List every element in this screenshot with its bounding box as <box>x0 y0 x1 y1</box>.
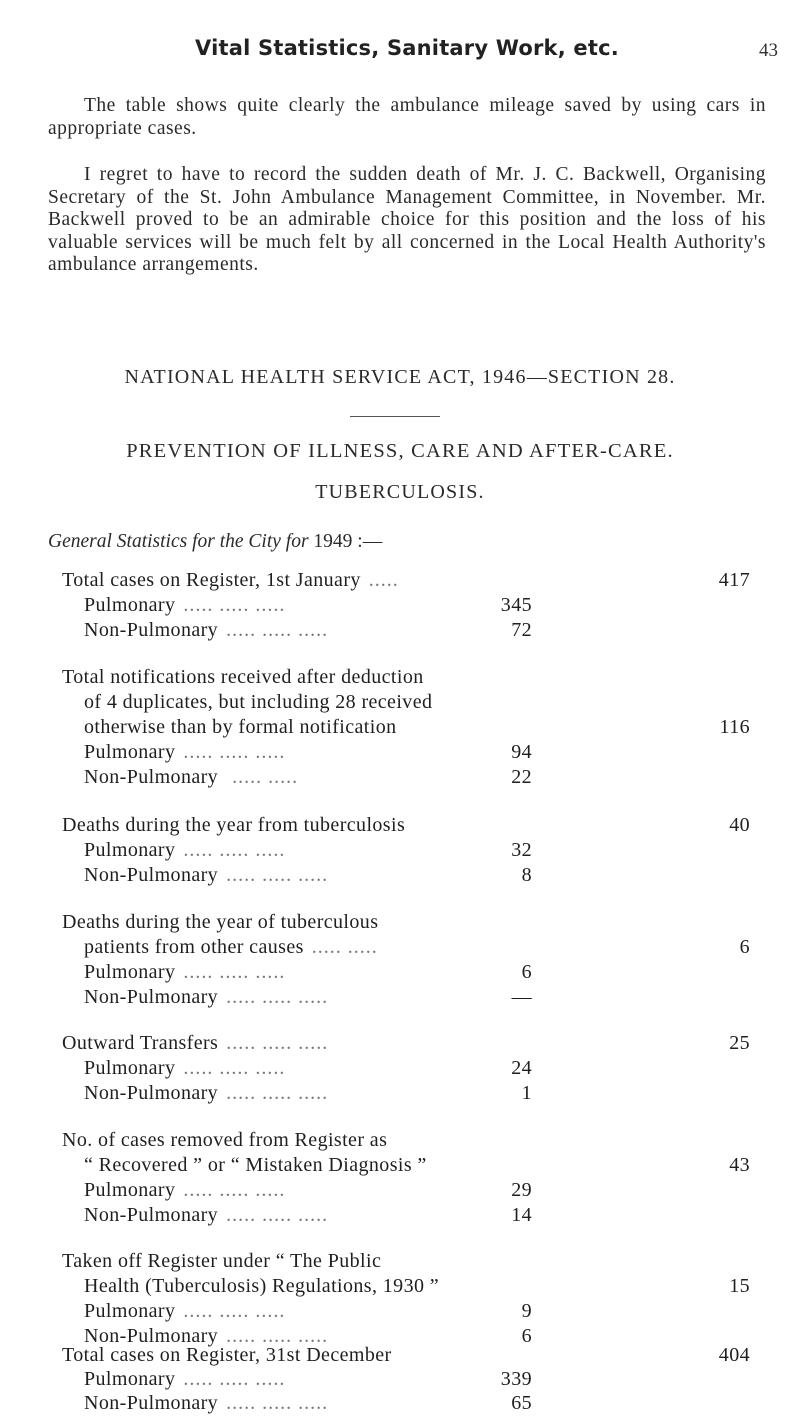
stat-line <box>0 1154 800 1180</box>
stat-label: patients from other causes ..... ..... <box>84 936 378 958</box>
stat-subtotal-value: 6 <box>521 1325 532 1347</box>
stat-subtotal-value: 65 <box>511 1392 532 1414</box>
leader-dots: ..... ..... <box>226 766 299 788</box>
stat-label: Pulmonary ..... ..... ..... <box>84 1300 286 1322</box>
stat-label: Non-Pulmonary ..... ..... ..... <box>84 864 329 886</box>
stat-label: Non-Pulmonary ..... ..... ..... <box>84 619 329 641</box>
stat-line <box>0 741 800 767</box>
stat-line <box>0 619 800 645</box>
stat-subtotal-value: 29 <box>511 1179 532 1201</box>
stat-label: otherwise than by formal notification <box>84 716 397 738</box>
stat-subtotal-value: 94 <box>511 741 532 763</box>
stat-line <box>0 691 800 717</box>
leader-dots: ..... ..... ..... <box>226 1082 329 1104</box>
leader-dots: ..... ..... ..... <box>183 839 286 861</box>
stat-line <box>0 594 800 620</box>
stat-label: Pulmonary ..... ..... ..... <box>84 594 286 616</box>
leader-dots: ..... ..... ..... <box>226 986 329 1008</box>
stat-line <box>0 1368 800 1394</box>
stat-line <box>0 1275 800 1301</box>
stat-total-value: 15 <box>729 1275 750 1297</box>
leader-dots: ..... ..... ..... <box>226 619 329 641</box>
stat-subtotal-value: 345 <box>500 594 532 616</box>
leader-dots: ..... ..... ..... <box>183 1057 286 1079</box>
stat-total-value: 404 <box>718 1344 750 1366</box>
stat-label: “ Recovered ” or “ Mistaken Diagnosis ” <box>84 1154 427 1176</box>
leader-dots: ..... ..... ..... <box>226 1392 329 1414</box>
stat-line <box>0 911 800 937</box>
subsection-heading: TUBERCULOSIS. <box>315 481 485 503</box>
section-heading: PREVENTION OF ILLNESS, CARE AND AFTER-CARE. <box>126 440 674 462</box>
stat-line <box>0 1082 800 1108</box>
stat-line <box>0 1129 800 1155</box>
stat-line <box>0 1204 800 1230</box>
stat-label: Non-Pulmonary ..... ..... ..... <box>84 1082 329 1104</box>
stat-label: of 4 duplicates, but including 28 received <box>84 691 433 713</box>
stat-line <box>0 1179 800 1205</box>
stat-subtotal-value: 8 <box>521 864 532 886</box>
stat-label: Non-Pulmonary ..... ..... <box>84 766 299 788</box>
stat-label: Pulmonary ..... ..... ..... <box>84 1179 286 1201</box>
paragraph-ambulance-mileage: The table shows quite clearly the ambulance mileage saved by using cars in appropriate cases. <box>48 95 766 139</box>
stat-total-value: 40 <box>729 814 750 836</box>
stat-label: Health (Tuberculosis) Regulations, 1930 ” <box>84 1275 440 1297</box>
general-statistics-title <box>48 531 382 553</box>
stat-line <box>0 961 800 987</box>
stat-label: Total cases on Register, 31st December <box>62 1344 392 1366</box>
stat-line <box>0 716 800 742</box>
stat-subtotal-value: 32 <box>511 839 532 861</box>
general-statistics-year: 1949 <box>313 531 353 552</box>
general-statistics-title-text: General Statistics for the City for <box>48 531 309 552</box>
stat-label: Pulmonary ..... ..... ..... <box>84 1368 286 1390</box>
general-statistics-suffix: :— <box>357 531 383 552</box>
stat-line <box>0 839 800 865</box>
stat-label: Pulmonary ..... ..... ..... <box>84 839 286 861</box>
leader-dots: ..... ..... ..... <box>183 1179 286 1201</box>
stat-subtotal-value: 9 <box>521 1300 532 1322</box>
stat-label: Non-Pulmonary ..... ..... ..... <box>84 1325 329 1347</box>
stat-line <box>0 1300 800 1326</box>
stat-label: Pulmonary ..... ..... ..... <box>84 741 286 763</box>
stat-line <box>0 1392 800 1418</box>
leader-dots: ..... ..... ..... <box>226 1325 329 1347</box>
stat-line <box>0 666 800 692</box>
stat-label: Total cases on Register, 1st January ..... <box>62 569 399 591</box>
leader-dots: ..... ..... ..... <box>226 1032 329 1054</box>
stat-line <box>0 936 800 962</box>
leader-dots: ..... ..... ..... <box>183 961 286 983</box>
stat-total-value: 417 <box>718 569 750 591</box>
leader-dots: ..... ..... ..... <box>183 1368 286 1390</box>
page-number: 43 <box>759 40 778 61</box>
stat-line <box>0 864 800 890</box>
stat-line <box>0 1344 800 1370</box>
stat-line <box>0 766 800 792</box>
running-title: Vital Statistics, Sanitary Work, etc. <box>195 36 619 60</box>
stat-line <box>0 1250 800 1276</box>
paragraph-obituary: I regret to have to record the sudden death of Mr. J. C. Backwell, Organising Secretary of the St. John Ambulance Management Committee, in November. Mr. Backwell proved to be an admirable choice for this position and the loss of his valuable services will be much felt by all concerned in the Local Health Authority's ambulance arrangements. <box>48 164 766 275</box>
stat-subtotal-value: 22 <box>511 766 532 788</box>
stat-line <box>0 986 800 1012</box>
stat-line <box>0 1057 800 1083</box>
stat-label: Pulmonary ..... ..... ..... <box>84 961 286 983</box>
stat-label: Outward Transfers ..... ..... ..... <box>62 1032 329 1054</box>
stat-line <box>0 569 800 595</box>
stat-subtotal-value: — <box>511 986 532 1008</box>
stat-total-value: 6 <box>739 936 750 958</box>
leader-dots: ..... <box>368 569 399 591</box>
act-heading: NATIONAL HEALTH SERVICE ACT, 1946—SECTION 28. <box>124 366 676 388</box>
stat-label: Non-Pulmonary ..... ..... ..... <box>84 986 329 1008</box>
stat-total-value: 116 <box>719 716 750 738</box>
stat-subtotal-value: 14 <box>511 1204 532 1226</box>
stat-total-value: 25 <box>729 1032 750 1054</box>
stat-subtotal-value: 24 <box>511 1057 532 1079</box>
leader-dots: ..... ..... ..... <box>183 594 286 616</box>
stat-label: Non-Pulmonary ..... ..... ..... <box>84 1204 329 1226</box>
stat-label: No. of cases removed from Register as <box>62 1129 388 1151</box>
stat-subtotal-value: 6 <box>521 961 532 983</box>
section-divider <box>350 416 440 417</box>
stat-label: Non-Pulmonary ..... ..... ..... <box>84 1392 329 1414</box>
stat-subtotal-value: 1 <box>521 1082 532 1104</box>
stat-total-value: 43 <box>729 1154 750 1176</box>
stat-line <box>0 814 800 840</box>
stat-subtotal-value: 72 <box>511 619 532 641</box>
stat-line <box>0 1032 800 1058</box>
stat-label: Deaths during the year of tuberculous <box>62 911 379 933</box>
stat-subtotal-value: 339 <box>500 1368 532 1390</box>
leader-dots: ..... ..... <box>311 936 378 958</box>
stat-label: Taken off Register under “ The Public <box>62 1250 382 1272</box>
stat-label: Pulmonary ..... ..... ..... <box>84 1057 286 1079</box>
leader-dots: ..... ..... ..... <box>226 1204 329 1226</box>
leader-dots: ..... ..... ..... <box>183 741 286 763</box>
leader-dots: ..... ..... ..... <box>183 1300 286 1322</box>
stat-label: Total notifications received after deduction <box>62 666 424 688</box>
stat-label: Deaths during the year from tuberculosis <box>62 814 406 836</box>
leader-dots: ..... ..... ..... <box>226 864 329 886</box>
